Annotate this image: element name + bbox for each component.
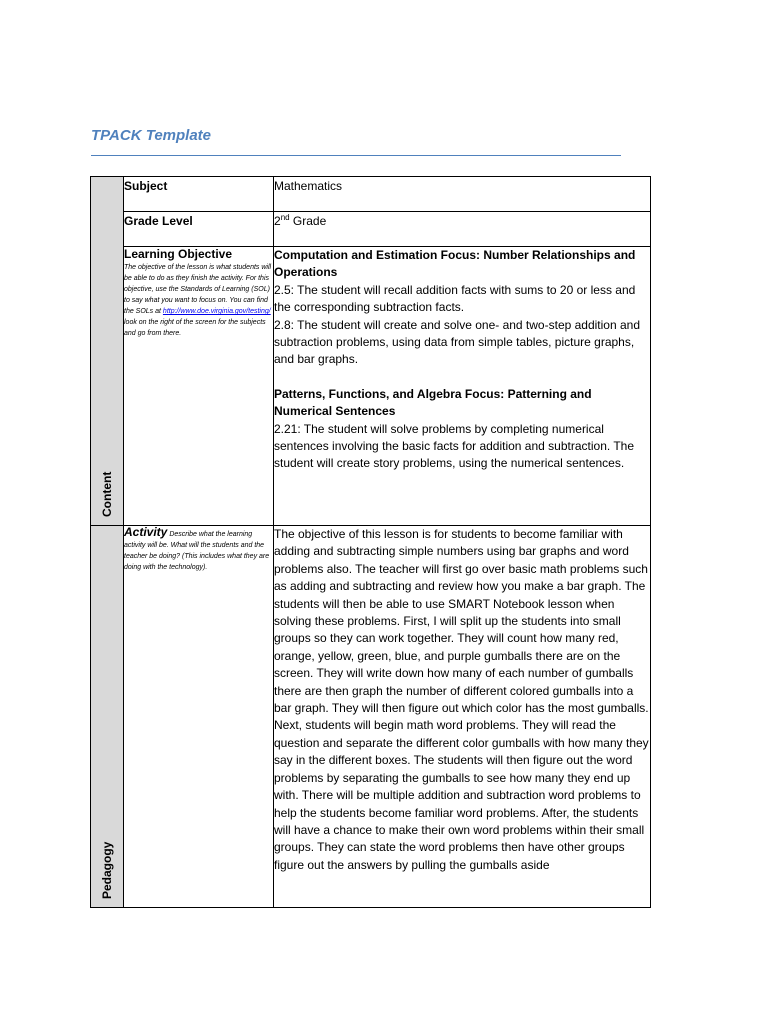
- sol-link[interactable]: http://www.doe.virginia.gov/testing/: [162, 308, 271, 315]
- objective-instructions: [124, 262, 273, 339]
- grade-number: 2: [274, 214, 281, 228]
- activity-instructions: Describe what the learning activity will be. What will the students and the teacher be doing? (This includes what they are doing with the technology).: [124, 531, 270, 571]
- objective-focus-2: Patterns, Functions, and Algebra Focus: Patterning and Numerical Sentences: [274, 386, 592, 419]
- page-title: TPACK Template: [91, 127, 212, 144]
- content-section-cell: [91, 177, 124, 526]
- objective-label-cell: [124, 247, 274, 526]
- pedagogy-section-cell: [91, 526, 124, 908]
- activity-row: [91, 526, 651, 908]
- subject-row: [91, 177, 651, 212]
- content-section-label: Content: [100, 471, 114, 517]
- sol-2-5: 2.5: The student will recall addition facts with sums to 20 or less and the corresponding subtraction facts.: [274, 282, 636, 315]
- grade-suffix: nd: [280, 213, 290, 222]
- grade-label: Grade Level: [124, 214, 193, 228]
- grade-value-cell: [274, 212, 651, 247]
- activity-label: Activity: [124, 525, 168, 539]
- tpack-table: [90, 176, 651, 908]
- subject-value: Mathematics: [274, 179, 343, 193]
- sol-2-21: 2.21: The student will solve problems by completing numerical sentences involving the basic facts for addition and subtraction. The student will create story problems, using the numerical sentences.: [274, 421, 634, 471]
- grade-row: [91, 212, 651, 247]
- objective-row: [91, 247, 651, 526]
- objective-note-text: The objective of the lesson is what students will be able to do as they finish the activity. For this objective, use the Standards of Learning (SOL) to say what you want to focus on. You can find the SOLs at: [124, 264, 272, 315]
- grade-label-cell: [124, 212, 274, 247]
- pedagogy-section-label: Pedagogy: [100, 841, 114, 899]
- activity-label-cell: [124, 526, 274, 908]
- grade-value: [274, 214, 326, 228]
- subject-label-cell: [124, 177, 274, 212]
- objective-value-cell: [274, 247, 651, 526]
- objective-label: Learning Objective: [124, 247, 233, 261]
- objective-note-tail: look on the right of the screen for the subjects and go from there.: [124, 319, 266, 337]
- subject-label: Subject: [124, 179, 168, 193]
- title-underline: [91, 155, 621, 156]
- sol-2-8: 2.8: The student will create and solve one- and two-step addition and subtraction problems, using data from simple tables, picture graphs, and bar graphs.: [274, 317, 641, 367]
- subject-value-cell: [274, 177, 651, 212]
- activity-description: The objective of this lesson is for students to become familiar with adding and subtracting simple numbers using bar graphs and word problems also. The teacher will first go over basic math problems such as adding and subtracting and review how you make a bar graph. The students will then be able to use SMART Notebook lesson when solving these problems. First, I will split up the students into small groups so they can work together. They will count how many red, orange, yellow, green, blue, and purple gumballs there are on the screen. They will write down how many of each number of gumballs there are then graph the number of different colored gumballs into a bar graph. They will then figure out which color has the most gumballs. Next, students will begin math word problems. They will read the question and separate the different color gumballs with how many they say in the different boxes. The students will then figure out the word problems by separating the gumballs to see how many they end up with. There will be multiple addition and subtraction word problems to help the students become familiar word problems. After, the students will have a chance to make their own word problems within their small groups. They can state the word problems then have other groups figure out the answers by pulling the gumballs aside: [274, 527, 649, 872]
- objective-focus-1: Computation and Estimation Focus: Number Relationships and Operations: [274, 248, 636, 280]
- activity-value-cell: [274, 526, 651, 908]
- grade-word: Grade: [289, 214, 327, 228]
